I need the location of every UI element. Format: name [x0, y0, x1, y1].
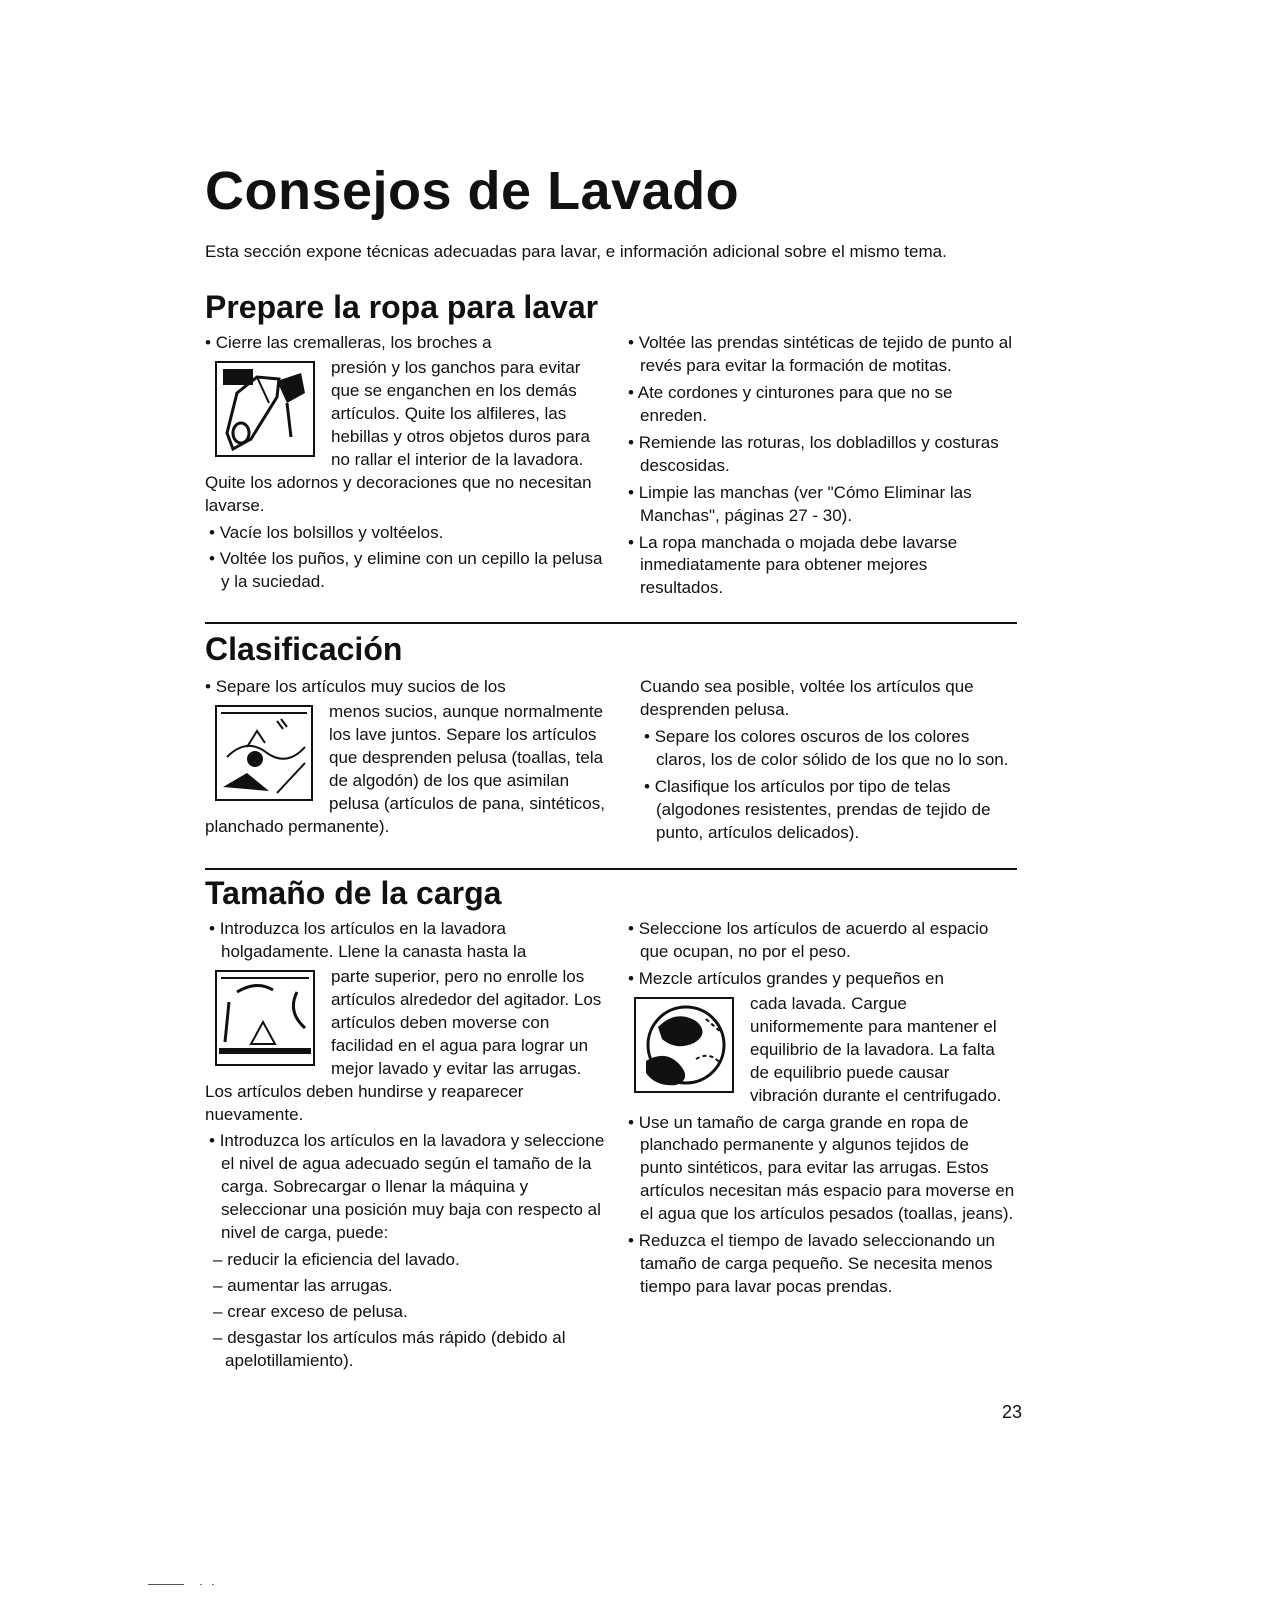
- section-divider: [205, 868, 1017, 870]
- bullet-icon: •: [209, 919, 215, 938]
- prepare-left-column: [205, 332, 605, 598]
- zipper-illustration-icon: [215, 361, 315, 457]
- prepare-item-1-wrap: presión y los ganchos para evitar que se enganchen en los demás artículos. Quite los alfileres, las hebillas y otros objetos duros para no rallar el interior de la lavadora. Quite los adornos y decoraciones que no necesitan lavarse.: [205, 357, 592, 515]
- prepare-item-3: • Voltée los puños, y elimine con un cepillo la pelusa y la suciedad.: [209, 549, 603, 592]
- tamano-dash-item: – crear exceso de pelusa.: [213, 1302, 408, 1321]
- dash-icon: –: [213, 1250, 223, 1270]
- dash-icon: –: [213, 1327, 223, 1347]
- bullet-icon: •: [628, 382, 634, 402]
- bullet-icon: •: [209, 522, 215, 542]
- tamano-right-item-2-lead: • Mezcle artículos grandes y pequeños en: [628, 968, 944, 988]
- clasificacion-continuation: Cuando sea posible, voltée los artículos que desprenden pelusa.: [640, 677, 974, 719]
- sorting-illustration-icon: [215, 705, 313, 801]
- tamano-item-2: • Introduzca los artículos en la lavadora y seleccione el nivel de agua adecuado según el tamaño de la carga. Sobrecargar o llenar la máquina y seleccionar una posición muy baja con respecto al nivel de carga, puede:: [209, 1131, 605, 1243]
- bullet-icon: •: [205, 677, 211, 696]
- bullet-icon: •: [644, 776, 650, 796]
- bullet-icon: •: [644, 726, 650, 746]
- bullet-icon: •: [209, 1131, 215, 1151]
- tamano-item-1-lead: • Introduzca los artículos en la lavadora holgadamente. Llene la canasta hasta la: [209, 919, 527, 961]
- clasificacion-left-column: [205, 676, 605, 843]
- prepare-right-item: • La ropa manchada o mojada debe lavarse inmediatamente para obtener mejores resultados.: [628, 532, 958, 598]
- bullet-icon: •: [628, 1231, 634, 1251]
- prepare-right-item: • Ate cordones y cinturones para que no se enreden.: [628, 382, 953, 425]
- tamano-right-item-3: • Use un tamaño de carga grande en ropa de planchado permanente y algunos tejidos de punto sintéticos, para evitar las arrugas. Estos artículos necesitan más espacio para moverse en el agua que los artículos pesados (toallas, jeans).: [628, 1112, 1015, 1224]
- intro-text: Esta sección expone técnicas adecuadas para lavar, e información adicional sobre el mismo tema.: [205, 242, 947, 261]
- bullet-icon: •: [628, 482, 634, 502]
- bullet-icon: •: [628, 1112, 634, 1132]
- bullet-icon: •: [628, 532, 634, 552]
- prepare-right-item: • Voltée las prendas sintéticas de tejido de punto al revés para evitar la formación de motitas.: [628, 333, 1012, 375]
- clasificacion-right-item: • Separe los colores oscuros de los colores claros, los de color sólido de los que no lo son.: [644, 726, 1009, 769]
- clasificacion-right-column: [640, 676, 1016, 849]
- tamano-right-item-4: • Reduzca el tiempo de lavado seleccionando un tamaño de carga pequeño. Se necesita menos tiempo para lavar pocas prendas.: [628, 1231, 995, 1297]
- tamano-right-item-2-wrap: cada lavada. Cargue uniformemente para mantener el equilibrio de la lavadora. La falta de equilibrio puede causar vibración durante el centrifugado.: [750, 993, 1002, 1105]
- tamano-dash-item: – reducir la eficiencia del lavado.: [213, 1250, 460, 1270]
- section-divider: [205, 622, 1017, 624]
- section-heading-prepare: Prepare la ropa para lavar: [205, 289, 599, 325]
- bullet-icon: •: [205, 333, 211, 352]
- tamano-left-column: [205, 918, 605, 1376]
- page-number: 23: [1001, 1402, 1022, 1422]
- tamano-right-column: [624, 918, 1016, 1303]
- prepare-right-item: • Remiende las roturas, los dobladillos y costuras descosidas.: [628, 432, 999, 475]
- prepare-right-column: [624, 332, 1014, 604]
- bullet-icon: •: [628, 432, 634, 452]
- prepare-right-item: • Limpie las manchas (ver "Cómo Eliminar las Manchas", páginas 27 - 30).: [628, 482, 972, 525]
- section-heading-tamano: Tamaño de la carga: [205, 875, 502, 911]
- prepare-item-1-lead: Cierre las cremalleras, los broches a: [215, 333, 492, 352]
- balanced-load-illustration-icon: [634, 997, 734, 1093]
- dash-icon: –: [213, 1302, 223, 1321]
- bullet-icon: •: [628, 968, 634, 988]
- tamano-item-1-wrap: parte superior, pero no enrolle los artículos alrededor del agitador. Los artículos deben moverse con facilidad en el agua para lograr un mejor lavado y evitar las arrugas. Los artículos deben hundirse y reaparecer nuevamente.: [205, 966, 602, 1124]
- clasificacion-item-1-wrap: menos sucios, aunque normalmente los lave juntos. Separe los artículos que desprenden pelusa (toallas, tela de algodón) de los que asimilan pelusa (artículos de pana, sintéticos, planchado permanente).: [205, 701, 605, 836]
- clasificacion-item-1: • Separe los artículos muy sucios de los: [205, 677, 506, 696]
- page-title: Consejos de Lavado: [205, 161, 740, 221]
- bullet-icon: •: [628, 919, 634, 938]
- tamano-right-item-1: • Seleccione los artículos de acuerdo al espacio que ocupan, no por el peso.: [628, 919, 989, 961]
- dash-icon: –: [213, 1276, 223, 1296]
- prepare-item-1: [205, 332, 605, 355]
- washer-tub-illustration-icon: [215, 970, 315, 1066]
- bullet-icon: •: [209, 549, 215, 569]
- section-heading-clasificacion: Clasificación: [205, 631, 403, 667]
- tamano-dash-item: – desgastar los artículos más rápido (debido al apelotillamiento).: [213, 1327, 566, 1370]
- clasificacion-right-item: • Clasifique los artículos por tipo de telas (algodones resistentes, prendas de tejido de punto, artículos delicados).: [644, 776, 991, 842]
- tamano-dash-item: – aumentar las arrugas.: [213, 1276, 393, 1296]
- scan-speck-decoration: [148, 1584, 218, 1586]
- prepare-item-2: • Vacíe los bolsillos y voltéelos.: [209, 522, 444, 542]
- bullet-icon: •: [628, 333, 634, 352]
